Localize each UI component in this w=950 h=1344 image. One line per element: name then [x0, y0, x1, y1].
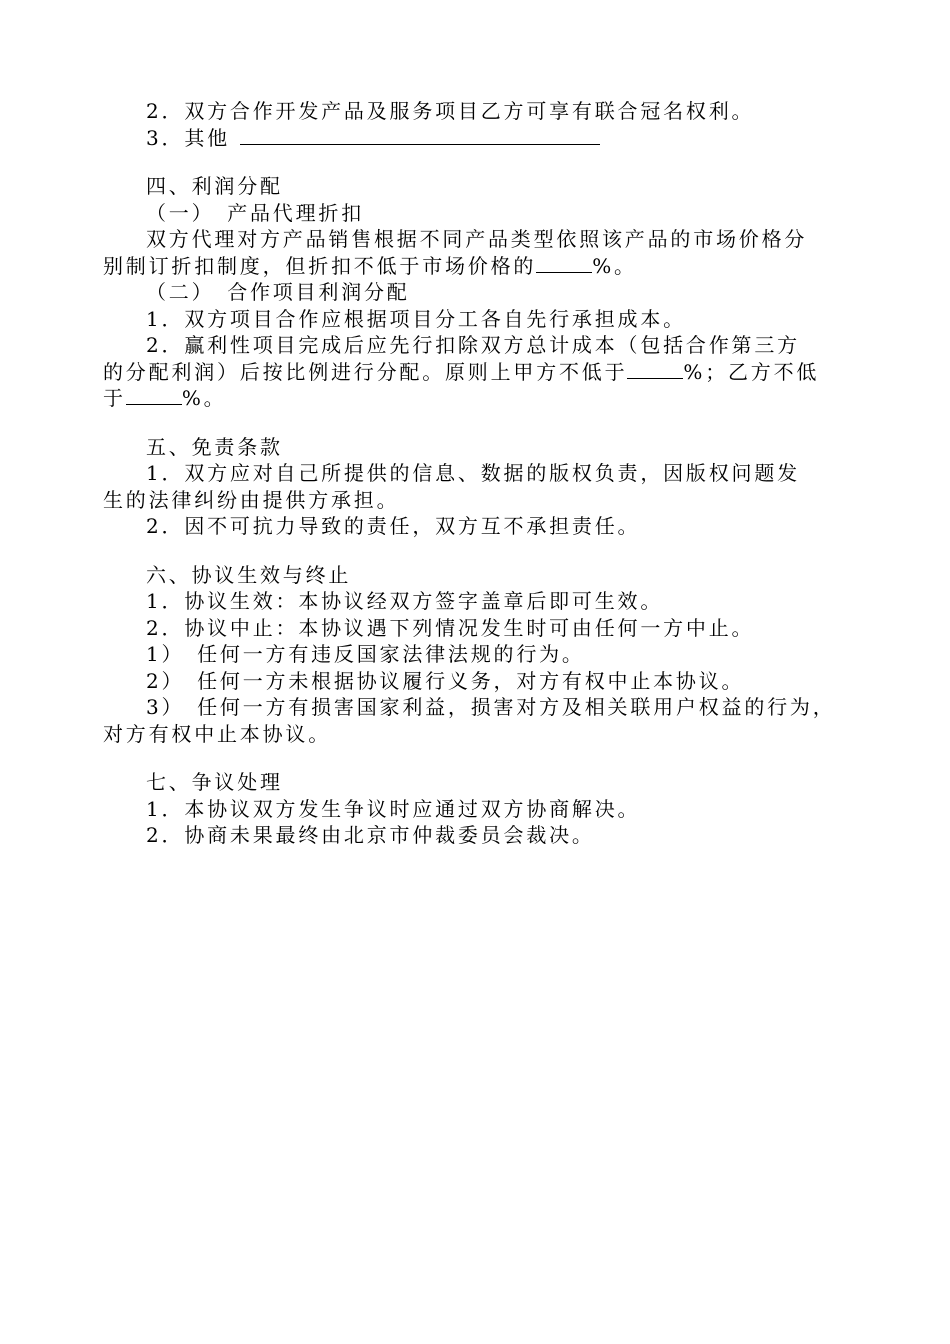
profit-text: 的分配利润）后按比例进行分配。原则上甲方不低于 [103, 359, 628, 384]
section-7-item-2: 2．协商未果最终由北京市仲裁委员会裁决。 [146, 823, 595, 847]
clause-3-item-3-label: 3．其他 [146, 125, 230, 150]
profit-text-mid: %；乙方不低 [683, 359, 820, 384]
section-6-title: 六、协议生效与终止 [146, 562, 352, 587]
section-4-sub-1-text-line-1: 双方代理对方产品销售根据不同产品类型依照该产品的市场价格分 [146, 227, 808, 251]
spacer [103, 151, 853, 173]
section-4-item-1: 1．双方项目合作应根据项目分工各自先行承担成本。 [146, 306, 686, 331]
document-body [103, 98, 853, 849]
section-4-sub-2: （二） 合作项目利润分配 [146, 280, 410, 304]
section-6-sub-2: 2） 任何一方未根据协议履行义务，对方有权中止本协议。 [146, 668, 745, 693]
discount-text: 别制订折扣制度，但折扣不低于市场价格的 [103, 253, 537, 278]
spacer [103, 747, 853, 769]
section-6-sub-3-line-1: 3） 任何一方有损害国家利益，损害对方及相关联用户权益的行为， [146, 695, 836, 719]
blank-discount-percent[interactable] [536, 254, 592, 273]
section-5-item-1-line-1: 1．双方应对自己所提供的信息、数据的版权负责，因版权问题发 [146, 461, 800, 485]
spacer [103, 412, 853, 434]
section-4-item-2-line-2 [103, 359, 853, 386]
spacer [103, 540, 853, 562]
section-4-item-2-line-1: 2．赢利性项目完成后应先行扣除双方总计成本（包括合作第三方 [146, 333, 800, 357]
percent-sign: %。 [181, 386, 227, 410]
section-6-sub-1: 1） 任何一方有违反国家法律法规的行为。 [146, 642, 585, 666]
section-5-title: 五、免责条款 [146, 434, 283, 459]
section-6-sub-3-line-2: 对方有权中止本协议。 [103, 721, 331, 746]
section-4-item-2-line-3 [103, 385, 853, 412]
clause-3-item-3 [103, 125, 853, 152]
section-5-item-2: 2．因不可抗力导致的责任，双方互不承担责任。 [146, 514, 641, 538]
section-6-item-1: 1．协议生效：本协议经双方签字盖章后即可生效。 [146, 589, 664, 613]
section-4-sub-1: （一） 产品代理折扣 [146, 200, 364, 225]
blank-party-a-percent[interactable] [627, 360, 683, 379]
blank-other-field[interactable] [240, 126, 600, 145]
section-7-item-1: 1．本协议双方发生争议时应通过双方协商解决。 [146, 796, 641, 821]
section-4-title: 四、利润分配 [146, 174, 283, 198]
section-4-sub-1-text-line-2 [103, 253, 853, 280]
section-6-item-2: 2．协议中止：本协议遇下列情况发生时可由任何一方中止。 [146, 615, 755, 640]
section-7-title: 七、争议处理 [146, 770, 283, 794]
blank-party-b-percent[interactable] [126, 386, 182, 405]
profit-text-tail: 于 [103, 386, 126, 410]
percent-sign: %。 [592, 253, 637, 278]
section-5-item-1-line-2: 生的法律纠纷由提供方承担。 [103, 487, 400, 512]
clause-3-item-2: 2．双方合作开发产品及服务项目乙方可享有联合冠名权利。 [146, 99, 755, 123]
